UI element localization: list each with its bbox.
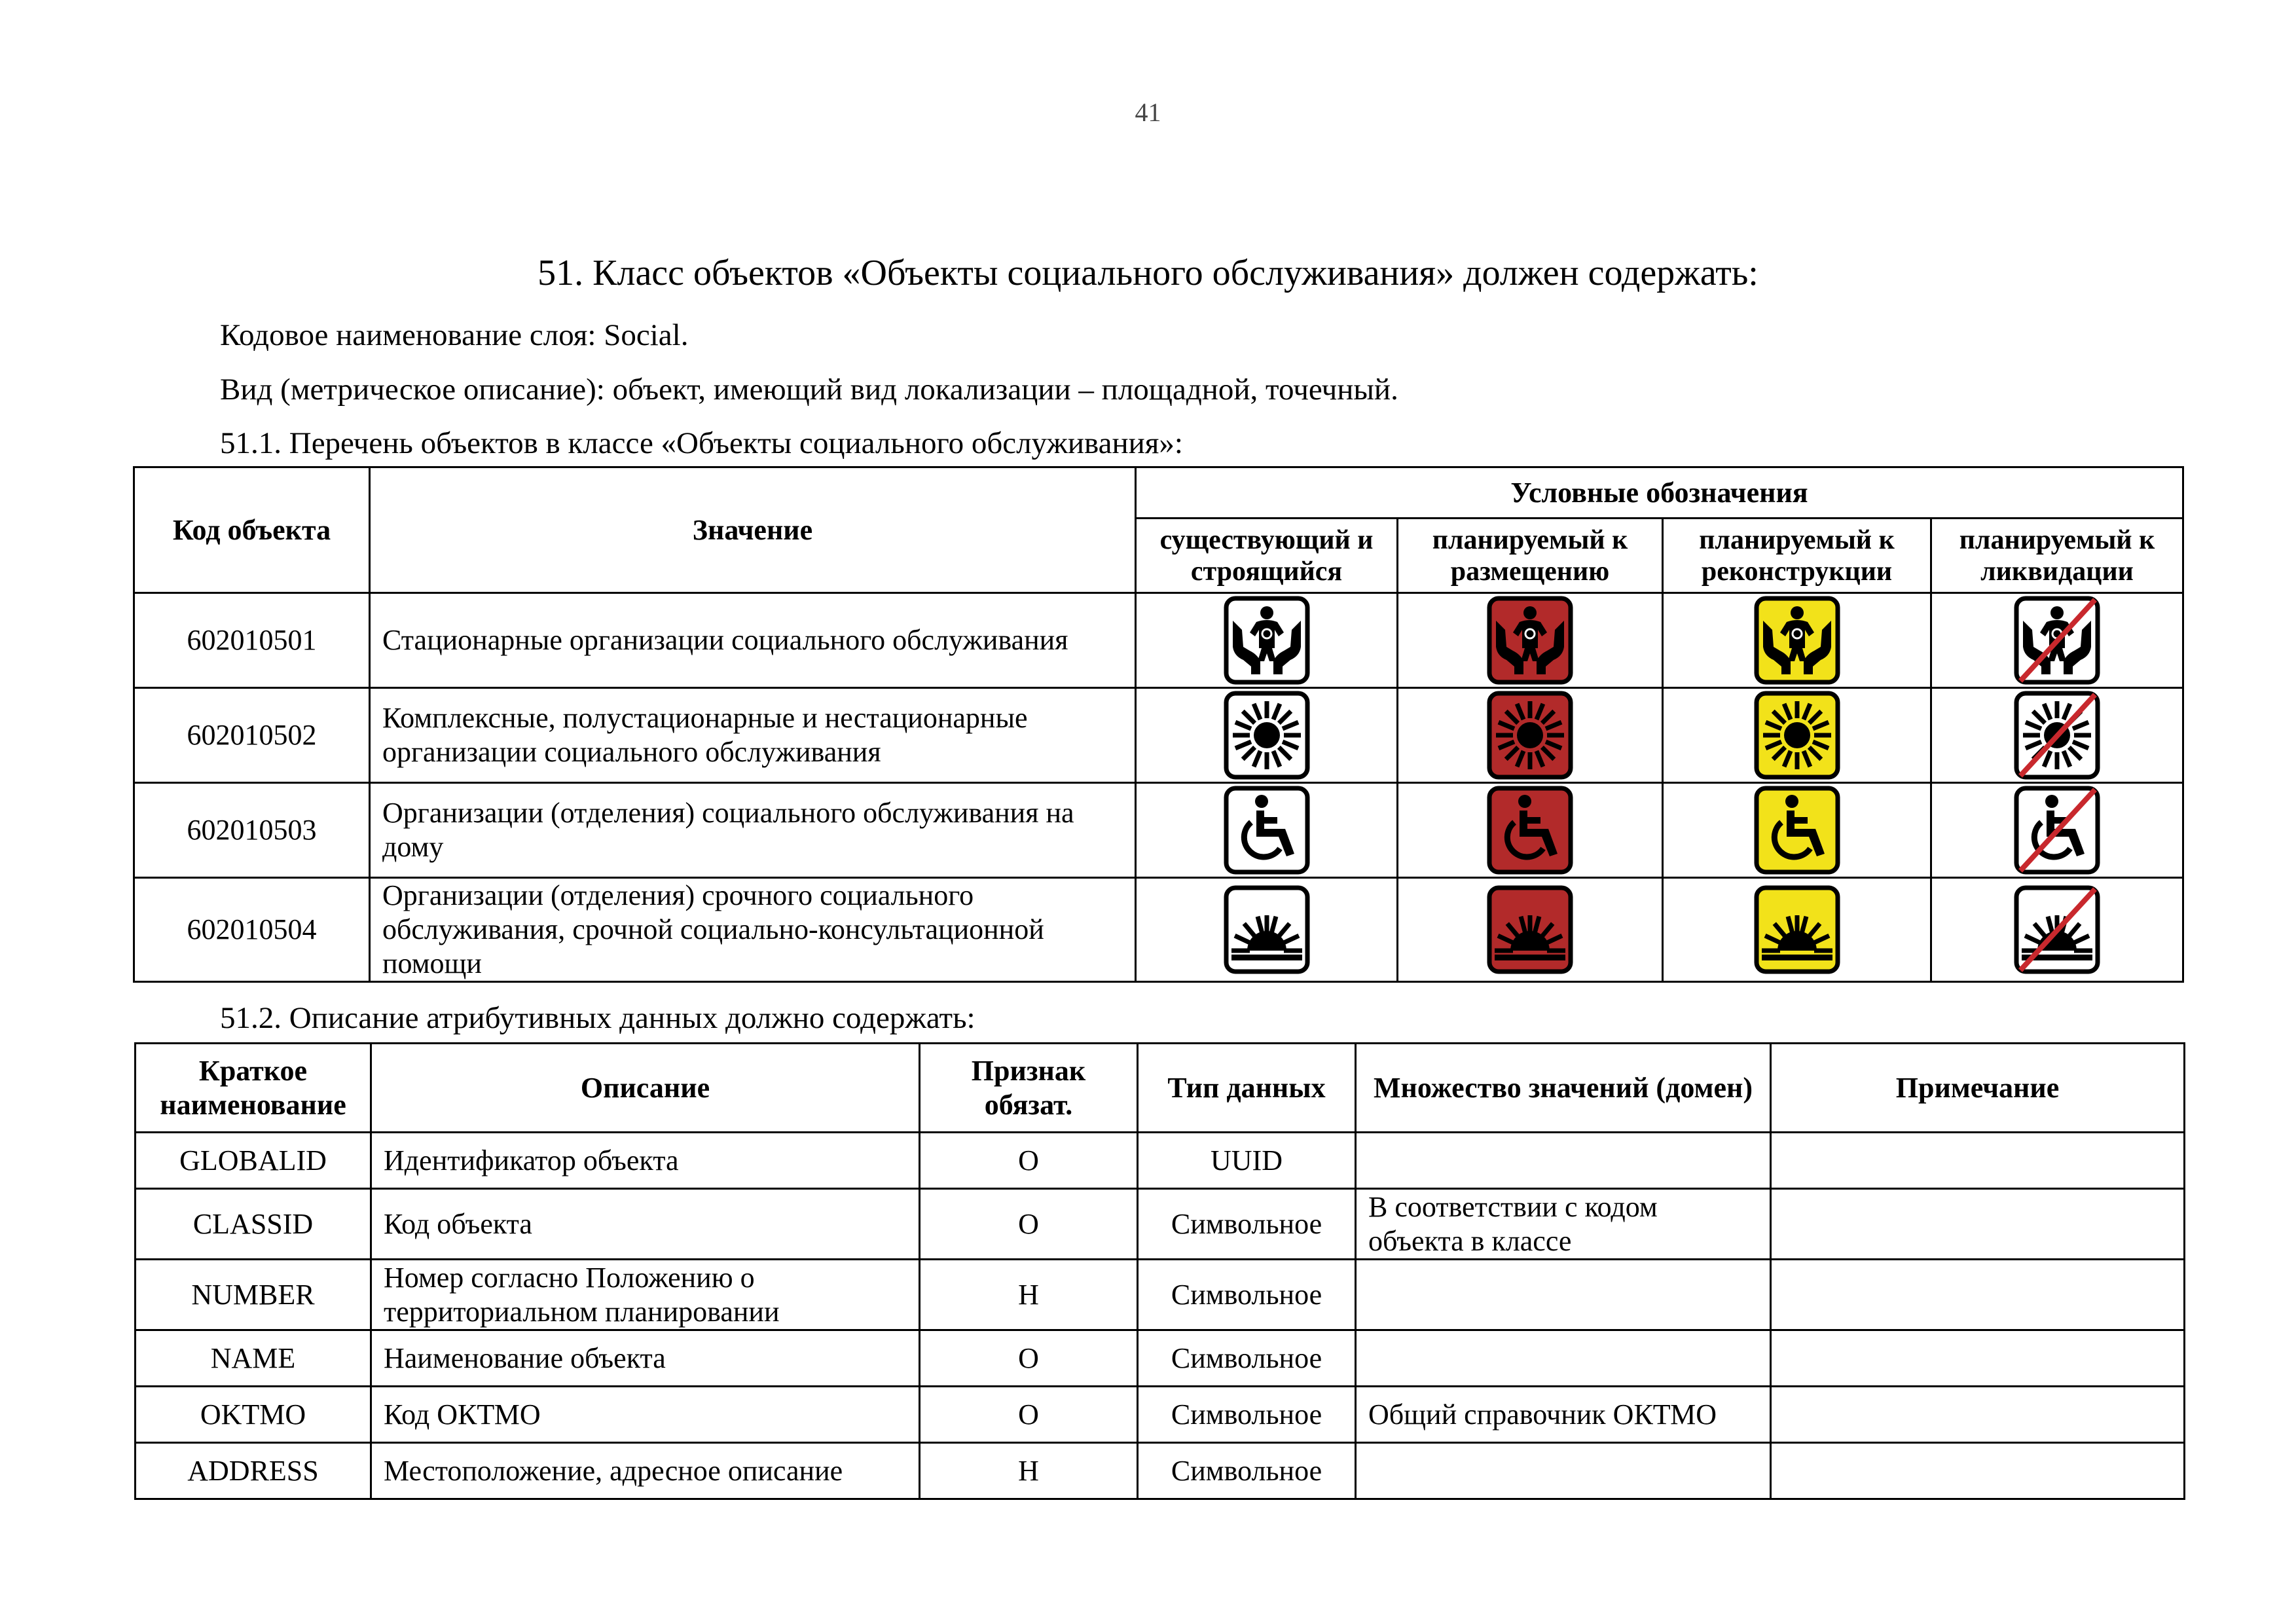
rising-sun-icon (1487, 885, 1573, 974)
object-code: 602010503 (134, 783, 370, 878)
attr-note (1771, 1133, 2185, 1189)
attr-data-type: Символьное (1138, 1387, 1356, 1443)
attr-domain (1356, 1260, 1771, 1330)
attr-note (1771, 1189, 2185, 1260)
attr-note (1771, 1260, 2185, 1330)
attr-short-name: GLOBALID (136, 1133, 371, 1189)
sun-icon (2014, 691, 2100, 780)
hands-child-icon (1487, 596, 1573, 685)
header-symbols: Условные обозначения (1136, 467, 2183, 519)
rising-sun-icon (1224, 885, 1310, 974)
attributes-table (134, 1042, 2185, 1500)
object-code: 602010502 (134, 688, 370, 783)
header-description: Описание (371, 1044, 920, 1133)
wheelchair-icon (1754, 786, 1840, 875)
attr-data-type: UUID (1138, 1133, 1356, 1189)
object-meaning: Стационарные организации социального обслуживания (370, 593, 1136, 688)
attr-required: О (920, 1189, 1138, 1260)
attr-description: Код ОКТМО (371, 1387, 920, 1443)
header-domain: Множество значений (домен) (1356, 1044, 1771, 1133)
attr-short-name: OKTMO (136, 1387, 371, 1443)
table-row (134, 688, 2183, 783)
object-code: 602010501 (134, 593, 370, 688)
attr-domain: Общий справочник ОКТМО (1356, 1387, 1771, 1443)
rising-sun-icon (2014, 885, 2100, 974)
object-code: 602010504 (134, 878, 370, 982)
attr-required: Н (920, 1260, 1138, 1330)
wheelchair-icon (1224, 786, 1310, 875)
header-short-name: Краткое наименование (136, 1044, 371, 1133)
header-code: Код объекта (134, 467, 370, 593)
attr-note (1771, 1330, 2185, 1387)
attr-short-name: NUMBER (136, 1260, 371, 1330)
attr-data-type: Символьное (1138, 1189, 1356, 1260)
header-planned-placement: планируемый к размещению (1398, 519, 1663, 593)
header-planned-liquidation: планируемый к ликвидации (1931, 519, 2183, 593)
rising-sun-icon (1754, 885, 1840, 974)
attr-short-name: NAME (136, 1330, 371, 1387)
page-number: 41 (1135, 98, 1161, 127)
attr-data-type: Символьное (1138, 1260, 1356, 1330)
header-existing: существующий и строящийся (1136, 519, 1398, 593)
sun-icon (1487, 691, 1573, 780)
attr-data-type: Символьное (1138, 1443, 1356, 1499)
object-meaning: Организации (отделения) социального обслуживания на дому (370, 783, 1136, 878)
table-row (134, 783, 2183, 878)
attr-domain (1356, 1443, 1771, 1499)
wheelchair-icon (1487, 786, 1573, 875)
section-title: 51. Класс объектов «Объекты социального обслуживания» должен содержать: (538, 253, 1758, 293)
attr-description: Идентификатор объекта (371, 1133, 920, 1189)
attr-domain: В соответствии с кодом объекта в классе (1356, 1189, 1771, 1260)
attr-description: Номер согласно Положению о территориальном планировании (371, 1260, 920, 1330)
table-row (136, 1330, 2185, 1387)
metric-description-line: Вид (метрическое описание): объект, имеющий вид локализации – площадной, точечный. (220, 373, 1398, 407)
attr-short-name: CLASSID (136, 1189, 371, 1260)
attr-data-type: Символьное (1138, 1330, 1356, 1387)
attr-required: О (920, 1387, 1138, 1443)
object-meaning: Комплексные, полустационарные и нестационарные организации социального обслуживания (370, 688, 1136, 783)
layer-code-line: Кодовое наименование слоя: Social. (220, 318, 689, 352)
wheelchair-icon (2014, 786, 2100, 875)
attr-required: Н (920, 1443, 1138, 1499)
attr-domain (1356, 1133, 1771, 1189)
object-meaning: Организации (отделения) срочного социального обслуживания, срочной социально-консультационной помощи (370, 878, 1136, 982)
hands-child-icon (1224, 596, 1310, 685)
attr-description: Код объекта (371, 1189, 920, 1260)
header-data-type: Тип данных (1138, 1044, 1356, 1133)
attr-short-name: ADDRESS (136, 1443, 371, 1499)
sun-icon (1754, 691, 1840, 780)
header-meaning: Значение (370, 467, 1136, 593)
table-row (134, 593, 2183, 688)
table-row (136, 1443, 2185, 1499)
header-planned-reconstruction: планируемый к реконструкции (1663, 519, 1931, 593)
header-note: Примечание (1771, 1044, 2185, 1133)
list-heading: 51.1. Перечень объектов в классе «Объекты социального обслуживания»: (220, 426, 1183, 460)
table-row (136, 1189, 2185, 1260)
table-row (136, 1387, 2185, 1443)
attr-required: О (920, 1330, 1138, 1387)
attr-note (1771, 1387, 2185, 1443)
attr-required: О (920, 1133, 1138, 1189)
attr-domain (1356, 1330, 1771, 1387)
attr-description: Местоположение, адресное описание (371, 1443, 920, 1499)
header-required: Признак обязат. (920, 1044, 1138, 1133)
sun-icon (1224, 691, 1310, 780)
objects-table (133, 466, 2184, 983)
attr-note (1771, 1443, 2185, 1499)
hands-child-icon (1754, 596, 1840, 685)
hands-child-icon (2014, 596, 2100, 685)
table-row (136, 1260, 2185, 1330)
attr-description: Наименование объекта (371, 1330, 920, 1387)
attributes-heading: 51.2. Описание атрибутивных данных должно содержать: (220, 1001, 975, 1035)
table-row (136, 1133, 2185, 1189)
table-row (134, 878, 2183, 982)
